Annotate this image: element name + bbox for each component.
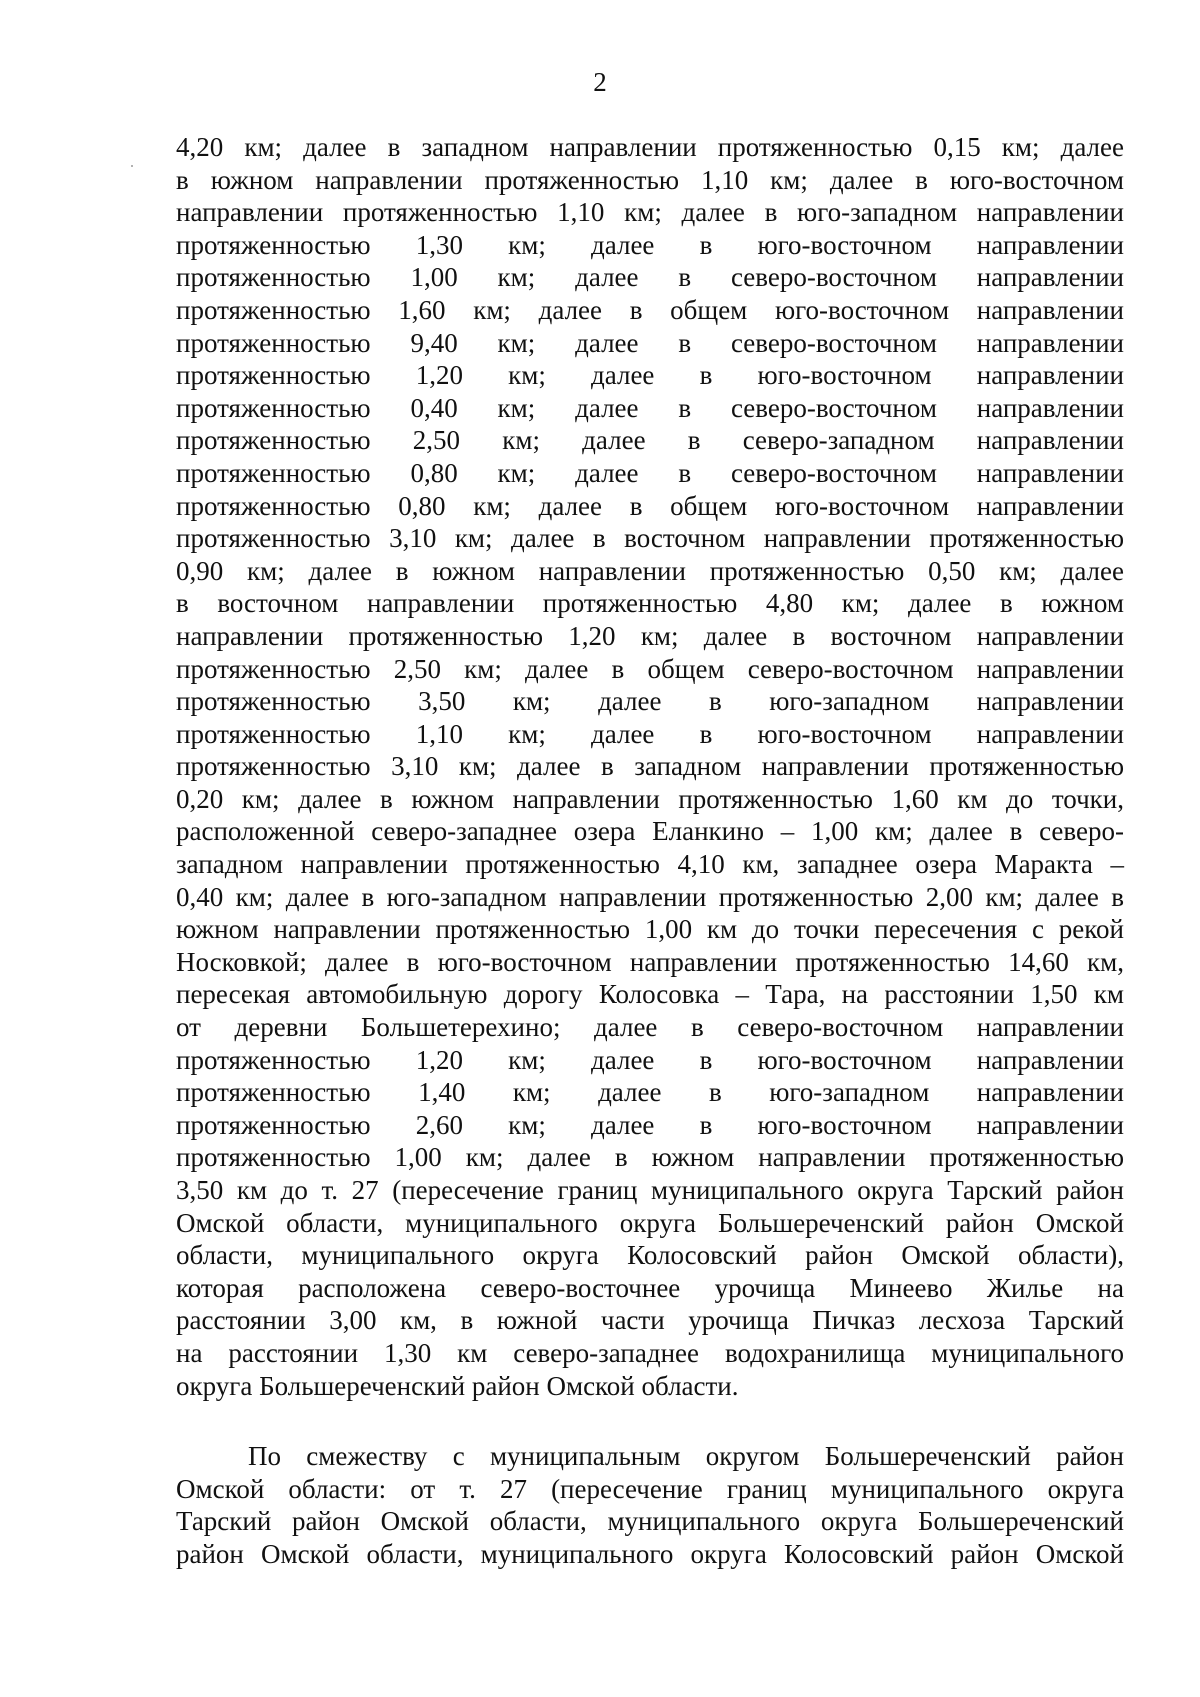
text-line: По смежеству с муниципальным округом Большереченский район — [248, 1441, 1124, 1471]
text-line: направлении протяженностью 1,20 км; далее в восточном направлении — [176, 620, 1124, 651]
text-line: протяженностью 2,60 км; далее в юго-восточном направлении — [176, 1109, 1124, 1140]
text-line: в южном направлении протяженностью 1,10 км; далее в юго-восточном — [176, 164, 1124, 195]
text-line: протяженностью 3,50 км; далее в юго-западном направлении — [176, 686, 1124, 717]
scan-speck — [131, 165, 133, 167]
text-line: район Омской области, муниципального округа Колосовский район Омской — [176, 1538, 1124, 1569]
text-line: области, муниципального округа Колосовский район Омской области), — [176, 1240, 1124, 1271]
text-line: протяженностью 1,40 км; далее в юго-западном направлении — [176, 1077, 1124, 1108]
text-line: протяженностью 2,50 км; далее в северо-западном направлении — [176, 425, 1124, 456]
text-line: протяженностью 3,10 км; далее в восточном направлении протяженностью — [176, 523, 1124, 554]
text-line: пересекая автомобильную дорогу Колосовка – Тара, на расстоянии 1,50 км — [176, 979, 1124, 1010]
text-line: западном направлении протяженностью 4,10 км, западнее озера Маракта – — [176, 849, 1124, 880]
text-line: от деревни Большетерехино; далее в северо-восточном направлении — [176, 1012, 1124, 1043]
text-line: Носковкой; далее в юго-восточном направлении протяженностью 14,60 км, — [176, 946, 1124, 977]
text-line: протяженностью 0,40 км; далее в северо-восточном направлении — [176, 392, 1124, 423]
text-line: расстоянии 3,00 км, в южной части урочища Пичказ лесхоза Тарский — [176, 1305, 1124, 1336]
text-line: южном направлении протяженностью 1,00 км до точки пересечения с рекой — [176, 914, 1124, 945]
text-line: Омской области: от т. 27 (пересечение границ муниципального округа — [176, 1473, 1124, 1504]
text-line: протяженностью 1,60 км; далее в общем юго-восточном направлении — [176, 294, 1124, 325]
paragraph-boundary-description — [176, 131, 1124, 1402]
text-line: протяженностью 1,10 км; далее в юго-восточном направлении — [176, 718, 1124, 749]
paragraph-adjacency-description — [176, 1440, 1124, 1570]
text-line: в восточном направлении протяженностью 4,80 км; далее в южном — [176, 588, 1124, 619]
text-line: направлении протяженностью 1,10 км; далее в юго-западном направлении — [176, 197, 1124, 228]
text-line: протяженностью 2,50 км; далее в общем северо-восточном направлении — [176, 653, 1124, 684]
text-line: Омской области, муниципального округа Большереченский район Омской — [176, 1207, 1124, 1238]
text-line: протяженностью 1,30 км; далее в юго-восточном направлении — [176, 229, 1124, 260]
text-line: Тарский район Омской области, муниципального округа Большереченский — [176, 1506, 1124, 1537]
text-line: протяженностью 0,80 км; далее в северо-восточном направлении — [176, 457, 1124, 488]
text-line: протяженностью 1,00 км; далее в северо-восточном направлении — [176, 262, 1124, 293]
page-number: 2 — [593, 67, 607, 97]
text-line: 0,20 км; далее в южном направлении протяженностью 1,60 км до точки, — [176, 783, 1124, 814]
text-line: протяженностью 3,10 км; далее в западном направлении протяженностью — [176, 751, 1124, 782]
text-line: 3,50 км до т. 27 (пересечение границ муниципального округа Тарский район — [176, 1175, 1124, 1205]
text-line: протяженностью 0,80 км; далее в общем юго-восточном направлении — [176, 490, 1124, 521]
text-line: 0,90 км; далее в южном направлении протяженностью 0,50 км; далее — [176, 555, 1124, 586]
text-line: на расстоянии 1,30 км северо-западнее водохранилища муниципального — [176, 1337, 1124, 1368]
text-line: 4,20 км; далее в западном направлении протяженностью 0,15 км; далее — [176, 132, 1124, 162]
text-line: протяженностью 1,20 км; далее в юго-восточном направлении — [176, 1044, 1124, 1075]
text-line: расположенной северо-западнее озера Еланкино – 1,00 км; далее в северо- — [176, 816, 1124, 847]
text-line: округа Большереченский район Омской области. — [176, 1370, 739, 1401]
text-line: которая расположена северо-восточнее урочища Минеево Жилье на — [176, 1272, 1124, 1303]
text-line: протяженностью 1,00 км; далее в южном направлении протяженностью — [176, 1142, 1124, 1173]
text-line: протяженностью 9,40 км; далее в северо-восточном направлении — [176, 327, 1124, 358]
text-line: 0,40 км; далее в юго-западном направлении протяженностью 2,00 км; далее в — [176, 881, 1124, 912]
text-line: протяженностью 1,20 км; далее в юго-восточном направлении — [176, 360, 1124, 391]
